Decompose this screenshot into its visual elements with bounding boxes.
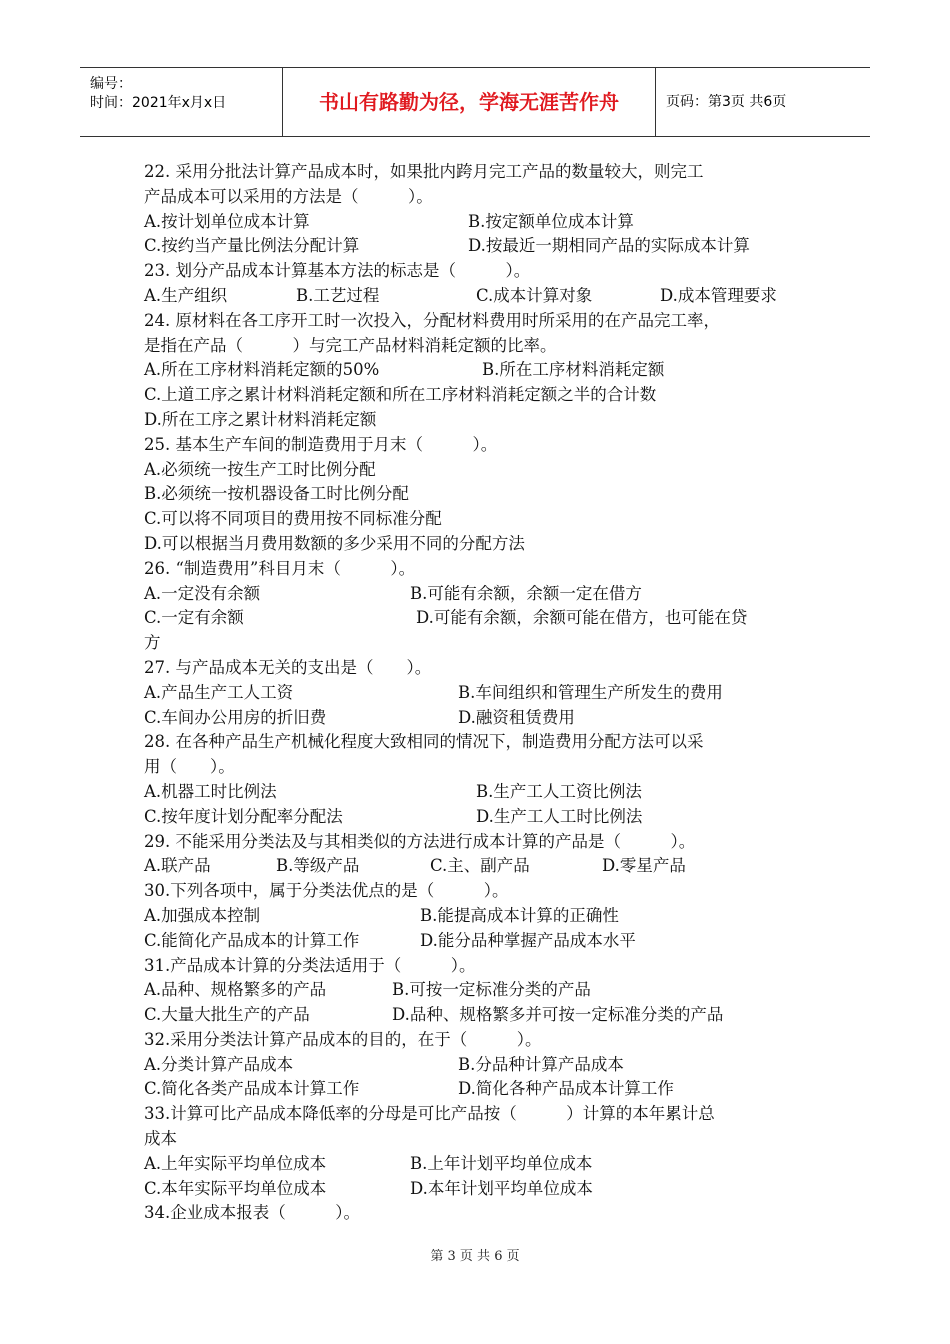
text-line [144, 1201, 824, 1226]
line-segment: 33.计算可比产品成本降低率的分母是可比产品按（ ）计算的本年累计总 [144, 1104, 715, 1124]
line-segment: D.简化各种产品成本计算工作 [458, 1079, 674, 1099]
line-segment: B.工艺过程 [296, 285, 380, 305]
line-segment: D.本年计划平均单位成本 [410, 1178, 593, 1198]
text-line [144, 606, 824, 631]
line-segment: B.上年计划平均单位成本 [410, 1153, 593, 1173]
text-line [144, 383, 824, 408]
time-label: 时间：2021年x月x日 [90, 95, 227, 111]
line-segment: 26. “制造费用”科目月末（ ）。 [144, 558, 416, 578]
text-line [144, 309, 824, 334]
page-header [80, 67, 870, 137]
line-segment: D.能分品种掌握产品成本水平 [420, 930, 636, 950]
text-line [144, 1077, 824, 1102]
line-segment: C.成本计算对象 [476, 285, 593, 305]
text-line [144, 1003, 824, 1028]
line-segment: 23. 划分产品成本计算基本方法的标志是（ ）。 [144, 261, 531, 281]
text-line [144, 185, 824, 210]
text-line [144, 259, 824, 284]
line-segment: A.联产品 [144, 856, 211, 876]
header-meta [80, 68, 283, 136]
line-segment: 31.产品成本计算的分类法适用于（ ）。 [144, 955, 476, 975]
line-segment: 是指在产品（ ）与完工产品材料消耗定额的比率。 [144, 335, 557, 355]
text-line [144, 904, 824, 929]
text-line [144, 954, 824, 979]
line-segment: A.所在工序材料消耗定额的50% [144, 360, 380, 380]
text-line [144, 978, 824, 1003]
text-line [144, 160, 824, 185]
line-segment: D.品种、规格繁多并可按一定标准分类的产品 [392, 1005, 724, 1025]
line-segment: A.上年实际平均单位成本 [144, 1153, 327, 1173]
text-line [144, 582, 824, 607]
header-page-info: 页码：第3页 共6页 [666, 94, 787, 110]
text-line [144, 507, 824, 532]
text-line [144, 482, 824, 507]
line-segment: C.上道工序之累计材料消耗定额和所在工序材料消耗定额之半的合计数 [144, 385, 657, 405]
line-segment: D.可能有余额，余额可能在借方，也可能在贷 [416, 608, 748, 628]
line-segment: C.主、副产品 [430, 856, 530, 876]
line-segment: B.可按一定标准分类的产品 [392, 980, 591, 1000]
question-body [144, 160, 824, 1226]
text-line [144, 830, 824, 855]
text-line [144, 334, 824, 359]
text-line [144, 1028, 824, 1053]
line-segment: C.简化各类产品成本计算工作 [144, 1079, 360, 1099]
text-line [144, 458, 824, 483]
line-segment: A.产品生产工人工资 [144, 682, 294, 702]
line-segment: A.必须统一按生产工时比例分配 [144, 459, 376, 479]
line-segment: B.可能有余额，余额一定在借方 [410, 583, 642, 603]
text-line [144, 358, 824, 383]
header-motto: 书山有路勤为径，学海无涯苦作舟 [283, 68, 656, 136]
line-segment: C.能简化产品成本的计算工作 [144, 930, 360, 950]
line-segment: A.品种、规格繁多的产品 [144, 980, 327, 1000]
line-segment: 成本 [144, 1129, 177, 1149]
text-line [144, 210, 824, 235]
line-segment: B.车间组织和管理生产所发生的费用 [458, 682, 723, 702]
line-segment: A.加强成本控制 [144, 905, 261, 925]
text-line [144, 805, 824, 830]
line-segment: D.按最近一期相同产品的实际成本计算 [468, 236, 750, 256]
text-line [144, 532, 824, 557]
code-label: 编号： [90, 76, 132, 92]
line-segment: 28. 在各种产品生产机械化程度大致相同的情况下，制造费用分配方法可以采 [144, 732, 704, 752]
line-segment: B.分品种计算产品成本 [458, 1054, 624, 1074]
line-segment: B.能提高成本计算的正确性 [420, 905, 619, 925]
line-segment: A.分类计算产品成本 [144, 1054, 294, 1074]
line-segment: B.必须统一按机器设备工时比例分配 [144, 484, 409, 504]
line-segment: D.所在工序之累计材料消耗定额 [144, 409, 377, 429]
line-segment: B.生产工人工资比例法 [476, 781, 642, 801]
line-segment: 30.下列各项中，属于分类法优点的是（ ）。 [144, 881, 509, 901]
line-segment: D.可以根据当月费用数额的多少采用不同的分配方法 [144, 533, 525, 553]
text-line [144, 780, 824, 805]
line-segment: C.大量大批生产的产品 [144, 1005, 310, 1025]
text-line [144, 755, 824, 780]
line-segment: D.零星产品 [602, 856, 686, 876]
text-line [144, 557, 824, 582]
text-line [144, 929, 824, 954]
text-line [144, 1102, 824, 1127]
page-footer: 第 3 页 共 6 页 [430, 1249, 520, 1264]
line-segment: C.本年实际平均单位成本 [144, 1178, 327, 1198]
text-line [144, 433, 824, 458]
line-segment: A.一定没有余额 [144, 583, 261, 603]
line-segment: B.所在工序材料消耗定额 [482, 360, 665, 380]
line-segment: A.按计划单位成本计算 [144, 211, 310, 231]
line-segment: 27. 与产品成本无关的支出是（ ）。 [144, 657, 432, 677]
text-line [144, 854, 824, 879]
text-line [144, 879, 824, 904]
line-segment: C.按约当产量比例法分配计算 [144, 236, 360, 256]
text-line [144, 1177, 824, 1202]
text-line [144, 631, 824, 656]
text-line [144, 1053, 824, 1078]
text-line [144, 656, 824, 681]
line-segment: 22. 采用分批法计算产品成本时，如果批内跨月完工产品的数量较大，则完工 [144, 162, 704, 181]
text-line [144, 1127, 824, 1152]
text-line [144, 408, 824, 433]
text-line [144, 706, 824, 731]
line-segment: 产品成本可以采用的方法是（ ）。 [144, 186, 433, 206]
line-segment: D.融资租赁费用 [458, 707, 575, 727]
line-segment: 34.企业成本报表（ ）。 [144, 1203, 360, 1223]
text-line [144, 234, 824, 259]
line-segment: 32.采用分类法计算产品成本的目的，在于（ ）。 [144, 1029, 542, 1049]
line-segment: C.车间办公用房的折旧费 [144, 707, 327, 727]
line-segment: C.按年度计划分配率分配法 [144, 806, 343, 826]
line-segment: 方 [144, 633, 161, 653]
text-line [144, 1152, 824, 1177]
line-segment: D.生产工人工时比例法 [476, 806, 643, 826]
text-line [144, 730, 824, 755]
line-segment: B.等级产品 [276, 856, 360, 876]
line-segment: A.生产组织 [144, 285, 228, 305]
line-segment: C.一定有余额 [144, 608, 244, 628]
line-segment: C.可以将不同项目的费用按不同标准分配 [144, 509, 442, 529]
text-line [144, 284, 824, 309]
line-segment: B.按定额单位成本计算 [468, 211, 634, 231]
line-segment: 24. 原材料在各工序开工时一次投入，分配材料费用时所采用的在产品完工率， [144, 310, 720, 330]
line-segment: D.成本管理要求 [660, 285, 777, 305]
line-segment: 25. 基本生产车间的制造费用于月末（ ）。 [144, 434, 498, 454]
text-line [144, 681, 824, 706]
line-segment: 29. 不能采用分类法及与其相类似的方法进行成本计算的产品是（ ）。 [144, 831, 696, 851]
line-segment: A.机器工时比例法 [144, 781, 277, 801]
line-segment: 用（ ）。 [144, 757, 235, 777]
